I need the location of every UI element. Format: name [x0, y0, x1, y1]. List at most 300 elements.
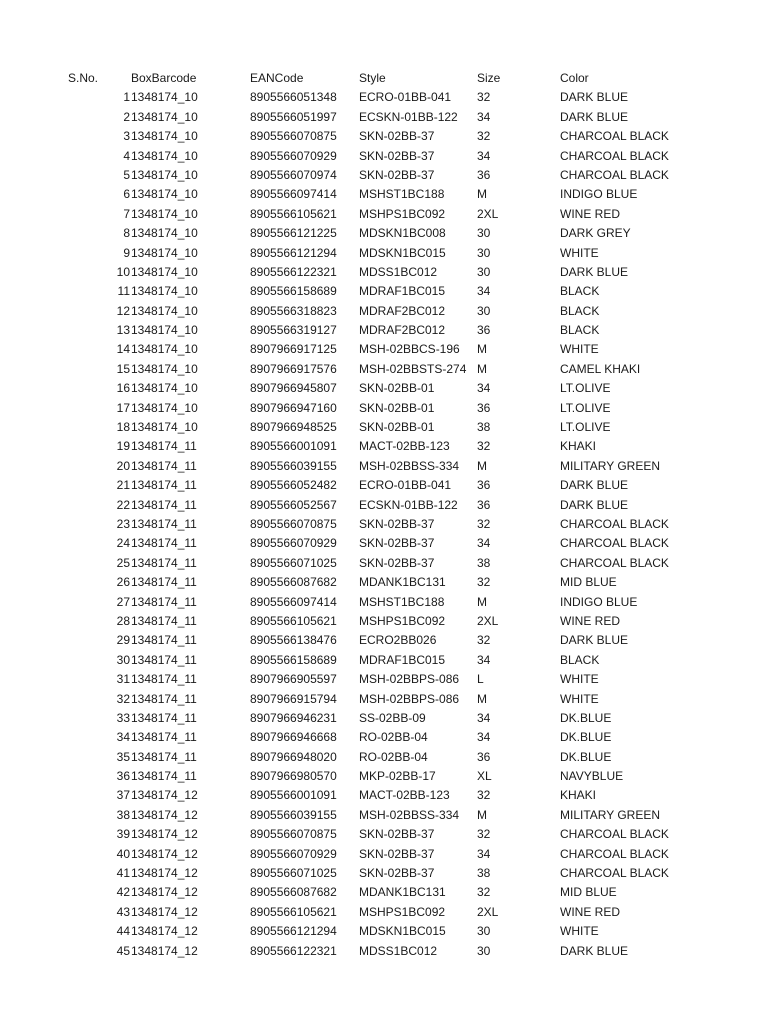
cell-sno: 26 — [116, 575, 130, 590]
cell-sno: 30 — [116, 652, 130, 667]
cell-style: RO-02BB-04 — [359, 730, 428, 745]
cell-ean-code: 8905566121294 — [250, 245, 337, 260]
cell-color: BLACK — [560, 323, 600, 338]
table-row — [0, 360, 768, 379]
cell-size: 32 — [477, 575, 491, 590]
cell-ean-code: 8905566158689 — [250, 284, 337, 299]
cell-ean-code: 8905566087682 — [250, 885, 337, 900]
cell-size: M — [477, 691, 487, 706]
cell-box-barcode: 1348174_10 — [131, 90, 198, 105]
cell-sno: 34 — [116, 730, 130, 745]
table-row — [0, 786, 768, 805]
cell-size: 34 — [477, 536, 491, 551]
cell-color: WINE RED — [560, 206, 620, 221]
cell-color: DARK BLUE — [560, 943, 629, 958]
cell-size: 34 — [477, 652, 491, 667]
cell-color: DARK BLUE — [560, 264, 629, 279]
cell-style: MDSKN1BC015 — [359, 924, 446, 939]
table-row — [0, 166, 768, 185]
cell-style: ECSKN-01BB-122 — [359, 497, 458, 512]
cell-box-barcode: 1348174_11 — [131, 672, 197, 687]
cell-sno: 41 — [116, 866, 130, 881]
cell-color: CHARCOAL BLACK — [560, 536, 669, 551]
header-box-barcode: BoxBarcode — [131, 71, 197, 85]
table-row — [0, 554, 768, 573]
cell-ean-code: 8907966948525 — [250, 420, 337, 435]
cell-size: 30 — [477, 245, 491, 260]
cell-box-barcode: 1348174_11 — [131, 478, 197, 493]
cell-ean-code: 8907966948020 — [250, 749, 337, 764]
cell-style: MSHST1BC188 — [359, 594, 445, 609]
cell-style: MSH-02BBSS-334 — [359, 458, 460, 473]
cell-sno: 24 — [116, 536, 130, 551]
cell-box-barcode: 1348174_12 — [131, 827, 198, 842]
cell-style: MDRAF1BC015 — [359, 284, 446, 299]
cell-sno: 3 — [123, 129, 130, 144]
cell-box-barcode: 1348174_12 — [131, 846, 198, 861]
cell-style: MSH-02BBSS-334 — [359, 807, 460, 822]
cell-ean-code: 8905566051348 — [250, 90, 337, 105]
cell-box-barcode: 1348174_12 — [131, 885, 198, 900]
cell-box-barcode: 1348174_12 — [131, 788, 198, 803]
header-row — [0, 69, 768, 88]
cell-color: DARK BLUE — [560, 109, 629, 124]
cell-style: MSHPS1BC092 — [359, 904, 446, 919]
cell-ean-code: 8905566122321 — [250, 264, 337, 279]
cell-sno: 6 — [123, 187, 130, 202]
cell-ean-code: 8905566121294 — [250, 924, 337, 939]
cell-ean-code: 8907966917125 — [250, 342, 337, 357]
cell-style: SKN-02BB-37 — [359, 846, 435, 861]
cell-ean-code: 8905566070875 — [250, 129, 337, 144]
cell-style: MDANK1BC131 — [359, 575, 446, 590]
table-row — [0, 748, 768, 767]
cell-sno: 42 — [116, 885, 130, 900]
cell-sno: 36 — [116, 769, 130, 784]
cell-size: 34 — [477, 846, 491, 861]
cell-box-barcode: 1348174_10 — [131, 129, 198, 144]
cell-style: SKN-02BB-37 — [359, 536, 435, 551]
cell-color: MILITARY GREEN — [560, 807, 661, 822]
cell-size: 30 — [477, 226, 491, 241]
cell-size: 30 — [477, 303, 491, 318]
cell-sno: 37 — [116, 788, 130, 803]
table-row — [0, 767, 768, 786]
cell-style: RO-02BB-04 — [359, 749, 428, 764]
cell-size: M — [477, 342, 487, 357]
cell-box-barcode: 1348174_12 — [131, 866, 198, 881]
cell-sno: 43 — [116, 904, 130, 919]
cell-box-barcode: 1348174_11 — [131, 633, 197, 648]
cell-ean-code: 8905566052482 — [250, 478, 337, 493]
cell-size: M — [477, 361, 487, 376]
cell-sno: 32 — [116, 691, 130, 706]
cell-style: MKP-02BB-17 — [359, 769, 436, 784]
cell-style: MSHPS1BC092 — [359, 206, 446, 221]
cell-style: SKN-02BB-37 — [359, 866, 435, 881]
cell-style: MSH-02BBCS-196 — [359, 342, 460, 357]
cell-ean-code: 8905566039155 — [250, 807, 337, 822]
cell-size: 32 — [477, 827, 491, 842]
table-row — [0, 515, 768, 534]
cell-ean-code: 8907966905597 — [250, 672, 337, 687]
cell-box-barcode: 1348174_10 — [131, 109, 198, 124]
cell-style: SKN-02BB-37 — [359, 827, 435, 842]
cell-color: LT.OLIVE — [560, 381, 611, 396]
cell-style: SKN-02BB-01 — [359, 420, 435, 435]
cell-box-barcode: 1348174_10 — [131, 342, 198, 357]
table-row — [0, 593, 768, 612]
cell-size: 2XL — [477, 904, 499, 919]
cell-sno: 4 — [123, 148, 130, 163]
cell-color: BLACK — [560, 303, 600, 318]
cell-color: KHAKI — [560, 439, 597, 454]
cell-ean-code: 8907966980570 — [250, 769, 337, 784]
cell-color: CHARCOAL BLACK — [560, 167, 669, 182]
cell-box-barcode: 1348174_11 — [131, 749, 197, 764]
cell-sno: 45 — [116, 943, 130, 958]
cell-size: 30 — [477, 943, 491, 958]
cell-sno: 19 — [116, 439, 130, 454]
cell-size: 36 — [477, 497, 491, 512]
cell-box-barcode: 1348174_11 — [131, 536, 197, 551]
cell-ean-code: 8905566138476 — [250, 633, 337, 648]
cell-size: 32 — [477, 129, 491, 144]
cell-box-barcode: 1348174_10 — [131, 245, 198, 260]
cell-box-barcode: 1348174_10 — [131, 303, 198, 318]
table-row — [0, 806, 768, 825]
cell-style: ECRO2BB026 — [359, 633, 437, 648]
cell-sno: 7 — [123, 206, 130, 221]
header-size: Size — [477, 71, 501, 85]
cell-size: 32 — [477, 439, 491, 454]
cell-sno: 5 — [123, 167, 130, 182]
cell-ean-code: 8905566070974 — [250, 167, 337, 182]
cell-box-barcode: 1348174_11 — [131, 652, 197, 667]
cell-size: L — [477, 672, 484, 687]
cell-box-barcode: 1348174_10 — [131, 323, 198, 338]
cell-style: MDRAF1BC015 — [359, 652, 446, 667]
cell-style: ECRO-01BB-041 — [359, 90, 452, 105]
cell-color: WHITE — [560, 245, 599, 260]
cell-size: 34 — [477, 730, 491, 745]
cell-sno: 29 — [116, 633, 130, 648]
cell-size: 32 — [477, 516, 491, 531]
cell-style: SKN-02BB-01 — [359, 400, 435, 415]
cell-size: 34 — [477, 148, 491, 163]
cell-ean-code: 8905566087682 — [250, 575, 337, 590]
table-row — [0, 147, 768, 166]
cell-color: MID BLUE — [560, 575, 617, 590]
table-row — [0, 379, 768, 398]
cell-ean-code: 8905566105621 — [250, 904, 337, 919]
cell-color: CHARCOAL BLACK — [560, 516, 669, 531]
table-row — [0, 651, 768, 670]
table-row — [0, 883, 768, 902]
cell-style: MDSKN1BC008 — [359, 226, 446, 241]
cell-ean-code: 8905566070875 — [250, 827, 337, 842]
table-row — [0, 534, 768, 553]
cell-sno: 10 — [116, 264, 130, 279]
cell-color: CHARCOAL BLACK — [560, 846, 669, 861]
table-row — [0, 496, 768, 515]
header-style: Style — [359, 71, 386, 85]
cell-color: DARK BLUE — [560, 478, 629, 493]
cell-color: CHARCOAL BLACK — [560, 148, 669, 163]
cell-box-barcode: 1348174_12 — [131, 924, 198, 939]
table-row — [0, 185, 768, 204]
cell-sno: 18 — [116, 420, 130, 435]
table-row — [0, 690, 768, 709]
cell-box-barcode: 1348174_12 — [131, 807, 198, 822]
cell-ean-code: 8905566070929 — [250, 846, 337, 861]
cell-style: MDSKN1BC015 — [359, 245, 446, 260]
table-row — [0, 244, 768, 263]
cell-sno: 39 — [116, 827, 130, 842]
cell-size: 32 — [477, 633, 491, 648]
table-row — [0, 302, 768, 321]
table-row — [0, 922, 768, 941]
cell-size: M — [477, 594, 487, 609]
cell-style: SKN-02BB-37 — [359, 167, 435, 182]
table-row — [0, 437, 768, 456]
cell-color: WHITE — [560, 691, 599, 706]
cell-ean-code: 8907966945807 — [250, 381, 337, 396]
cell-color: DARK BLUE — [560, 633, 629, 648]
cell-ean-code: 8907966946231 — [250, 710, 337, 725]
cell-sno: 22 — [116, 497, 130, 512]
cell-size: 32 — [477, 788, 491, 803]
cell-ean-code: 8905566001091 — [250, 439, 337, 454]
header-sno: S.No. — [68, 71, 99, 85]
cell-sno: 38 — [116, 807, 130, 822]
cell-size: 2XL — [477, 206, 499, 221]
table-row — [0, 88, 768, 107]
table-row — [0, 224, 768, 243]
cell-box-barcode: 1348174_10 — [131, 167, 198, 182]
table-row — [0, 205, 768, 224]
cell-sno: 16 — [116, 381, 130, 396]
cell-style: MDSS1BC012 — [359, 264, 438, 279]
table-row — [0, 942, 768, 961]
cell-sno: 27 — [116, 594, 130, 609]
cell-style: MDRAF2BC012 — [359, 323, 446, 338]
cell-size: 36 — [477, 478, 491, 493]
cell-sno: 14 — [116, 342, 130, 357]
table-row — [0, 728, 768, 747]
table-row — [0, 127, 768, 146]
cell-style: MSH-02BBPS-086 — [359, 691, 460, 706]
cell-style: MDRAF2BC012 — [359, 303, 446, 318]
cell-box-barcode: 1348174_12 — [131, 943, 198, 958]
table-row — [0, 670, 768, 689]
cell-sno: 23 — [116, 516, 130, 531]
cell-sno: 1 — [123, 90, 130, 105]
table-row — [0, 340, 768, 359]
cell-ean-code: 8905566071025 — [250, 555, 337, 570]
cell-style: SKN-02BB-37 — [359, 516, 435, 531]
cell-color: KHAKI — [560, 788, 597, 803]
cell-box-barcode: 1348174_11 — [131, 439, 197, 454]
cell-style: SS-02BB-09 — [359, 710, 426, 725]
cell-color: WHITE — [560, 342, 599, 357]
cell-style: SKN-02BB-37 — [359, 148, 435, 163]
cell-ean-code: 8905566070875 — [250, 516, 337, 531]
table-row — [0, 573, 768, 592]
cell-style: MSHPS1BC092 — [359, 613, 446, 628]
header-color: Color — [560, 71, 589, 85]
cell-box-barcode: 1348174_10 — [131, 400, 198, 415]
cell-style: SKN-02BB-37 — [359, 555, 435, 570]
table-row — [0, 108, 768, 127]
cell-sno: 25 — [116, 555, 130, 570]
cell-box-barcode: 1348174_11 — [131, 594, 197, 609]
cell-sno: 9 — [123, 245, 130, 260]
cell-color: DARK GREY — [560, 226, 631, 241]
cell-style: MACT-02BB-123 — [359, 788, 450, 803]
cell-ean-code: 8905566051997 — [250, 109, 337, 124]
cell-box-barcode: 1348174_10 — [131, 206, 198, 221]
cell-color: MID BLUE — [560, 885, 617, 900]
table-row — [0, 825, 768, 844]
cell-style: SKN-02BB-37 — [359, 129, 435, 144]
cell-ean-code: 8905566319127 — [250, 323, 337, 338]
cell-ean-code: 8905566097414 — [250, 594, 337, 609]
table-row — [0, 864, 768, 883]
cell-box-barcode: 1348174_10 — [131, 381, 198, 396]
cell-size: 34 — [477, 710, 491, 725]
cell-box-barcode: 1348174_11 — [131, 575, 197, 590]
table-row — [0, 263, 768, 282]
cell-color: NAVYBLUE — [560, 769, 624, 784]
cell-color: MILITARY GREEN — [560, 458, 661, 473]
cell-color: DK.BLUE — [560, 710, 612, 725]
cell-style: MSH-02BBPS-086 — [359, 672, 460, 687]
cell-sno: 33 — [116, 710, 130, 725]
cell-color: CHARCOAL BLACK — [560, 555, 669, 570]
cell-ean-code: 8905566039155 — [250, 458, 337, 473]
cell-size: 34 — [477, 109, 491, 124]
cell-size: M — [477, 187, 487, 202]
table-row — [0, 418, 768, 437]
cell-box-barcode: 1348174_11 — [131, 497, 197, 512]
cell-box-barcode: 1348174_11 — [131, 613, 197, 628]
cell-ean-code: 8905566318823 — [250, 303, 337, 318]
cell-style: ECRO-01BB-041 — [359, 478, 452, 493]
cell-size: 36 — [477, 400, 491, 415]
cell-color: BLACK — [560, 652, 600, 667]
cell-style: MSHST1BC188 — [359, 187, 445, 202]
cell-box-barcode: 1348174_10 — [131, 148, 198, 163]
cell-ean-code: 8905566001091 — [250, 788, 337, 803]
cell-box-barcode: 1348174_11 — [131, 458, 197, 473]
cell-size: 32 — [477, 90, 491, 105]
table-row — [0, 399, 768, 418]
cell-color: CAMEL KHAKI — [560, 361, 641, 376]
cell-style: MSH-02BBSTS-274 — [359, 361, 467, 376]
packing-list-table — [0, 69, 768, 961]
cell-style: MDANK1BC131 — [359, 885, 446, 900]
cell-sno: 44 — [116, 924, 130, 939]
cell-sno: 17 — [116, 400, 130, 415]
cell-ean-code: 8905566070929 — [250, 148, 337, 163]
cell-size: 32 — [477, 885, 491, 900]
table-row — [0, 612, 768, 631]
cell-style: ECSKN-01BB-122 — [359, 109, 458, 124]
table-row — [0, 709, 768, 728]
cell-size: XL — [477, 769, 492, 784]
table-body — [0, 88, 768, 961]
cell-sno: 35 — [116, 749, 130, 764]
cell-color: INDIGO BLUE — [560, 594, 638, 609]
cell-size: 30 — [477, 924, 491, 939]
cell-color: LT.OLIVE — [560, 420, 611, 435]
cell-sno: 21 — [116, 478, 130, 493]
cell-box-barcode: 1348174_11 — [131, 710, 197, 725]
cell-color: CHARCOAL BLACK — [560, 866, 669, 881]
cell-ean-code: 8905566052567 — [250, 497, 337, 512]
header-ean-code: EANCode — [250, 71, 304, 85]
cell-box-barcode: 1348174_10 — [131, 264, 198, 279]
cell-box-barcode: 1348174_10 — [131, 187, 198, 202]
cell-size: 34 — [477, 284, 491, 299]
cell-style: MDSS1BC012 — [359, 943, 438, 958]
cell-ean-code: 8905566071025 — [250, 866, 337, 881]
cell-size: 36 — [477, 167, 491, 182]
cell-sno: 20 — [116, 458, 130, 473]
table-row — [0, 321, 768, 340]
cell-color: INDIGO BLUE — [560, 187, 638, 202]
table-row — [0, 631, 768, 650]
cell-sno: 8 — [123, 226, 130, 241]
cell-size: 38 — [477, 420, 491, 435]
cell-sno: 2 — [123, 109, 130, 124]
table-row — [0, 457, 768, 476]
cell-sno: 40 — [116, 846, 130, 861]
cell-color: CHARCOAL BLACK — [560, 129, 669, 144]
cell-ean-code: 8905566097414 — [250, 187, 337, 202]
cell-size: M — [477, 807, 487, 822]
cell-color: BLACK — [560, 284, 600, 299]
cell-color: WINE RED — [560, 613, 620, 628]
cell-color: WINE RED — [560, 904, 620, 919]
cell-ean-code: 8905566105621 — [250, 613, 337, 628]
cell-ean-code: 8907966946668 — [250, 730, 337, 745]
cell-ean-code: 8905566122321 — [250, 943, 337, 958]
cell-style: MACT-02BB-123 — [359, 439, 450, 454]
cell-color: DK.BLUE — [560, 730, 612, 745]
cell-color: LT.OLIVE — [560, 400, 611, 415]
cell-color: DARK BLUE — [560, 90, 629, 105]
cell-size: 38 — [477, 866, 491, 881]
cell-style: SKN-02BB-01 — [359, 381, 435, 396]
cell-ean-code: 8905566070929 — [250, 536, 337, 551]
table-row — [0, 476, 768, 495]
cell-size: 38 — [477, 555, 491, 570]
cell-size: 36 — [477, 323, 491, 338]
cell-ean-code: 8905566158689 — [250, 652, 337, 667]
table-row — [0, 282, 768, 301]
cell-box-barcode: 1348174_10 — [131, 226, 198, 241]
cell-box-barcode: 1348174_10 — [131, 284, 198, 299]
cell-sno: 15 — [116, 361, 130, 376]
cell-color: WHITE — [560, 924, 599, 939]
cell-ean-code: 8907966947160 — [250, 400, 337, 415]
cell-box-barcode: 1348174_11 — [131, 555, 197, 570]
cell-sno: 12 — [116, 303, 130, 318]
cell-color: DK.BLUE — [560, 749, 612, 764]
cell-box-barcode: 1348174_10 — [131, 420, 198, 435]
